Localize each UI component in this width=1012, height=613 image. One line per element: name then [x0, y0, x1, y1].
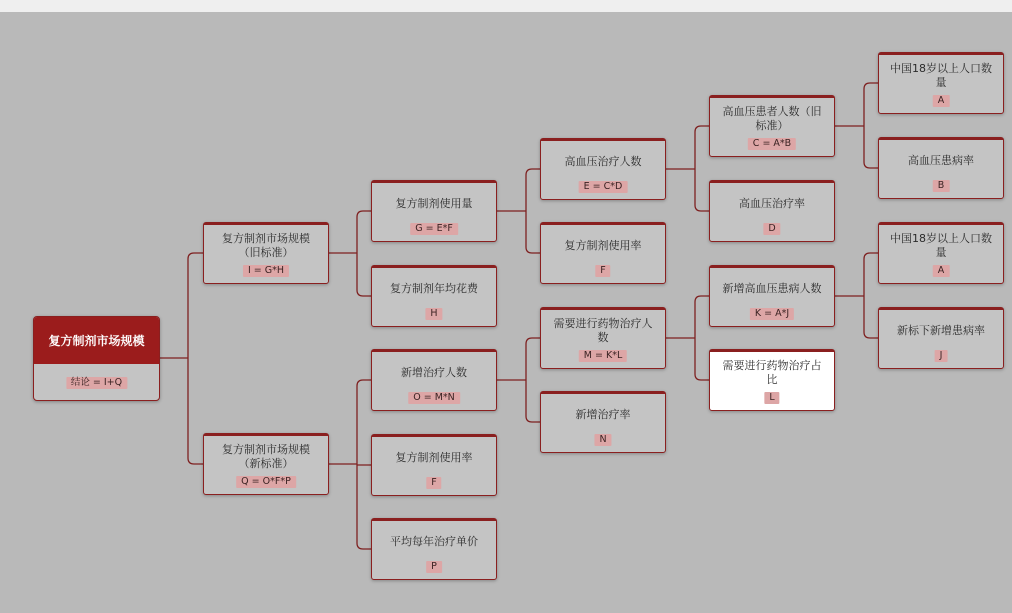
node-title: 复方制剂使用率	[564, 239, 642, 252]
node-title: 需要进行药物治疗人数	[553, 317, 653, 344]
formula-badge: M = K*L	[579, 350, 627, 362]
node-title: 复方制剂使用率	[395, 451, 473, 464]
node-title: 新增高血压患病人数	[722, 282, 822, 295]
node-title: 高血压患病率	[908, 154, 974, 167]
formula-badge: F	[426, 477, 441, 489]
node-new-standard-incidence-rate[interactable]	[878, 307, 1004, 369]
connector-root-to-market-nodes	[160, 253, 203, 464]
formula-badge: A	[933, 95, 950, 107]
node-title: 高血压患者人数（旧标准）	[722, 105, 822, 132]
node-title: 中国18岁以上人口数量	[890, 232, 992, 259]
connector-htn-treated-children	[666, 126, 709, 211]
node-title: 新增治疗人数	[401, 366, 467, 379]
node-hypertension-prevalence[interactable]	[878, 137, 1004, 199]
formula-badge: I = G*H	[243, 265, 289, 277]
node-new-treated-count[interactable]	[371, 349, 497, 411]
node-hypertension-treated-count[interactable]	[540, 138, 666, 200]
node-china-adult-population[interactable]	[878, 52, 1004, 114]
formula-badge: P	[426, 561, 442, 573]
node-hypertension-patients-old-standard[interactable]	[709, 95, 835, 157]
node-title: 复方制剂年均花费	[390, 282, 478, 295]
node-title: 复方制剂使用量	[395, 197, 473, 210]
formula-badge: H	[425, 308, 442, 320]
formula-badge: C = A*B	[748, 138, 796, 150]
formula-badge: L	[764, 392, 779, 404]
node-new-treatment-rate[interactable]	[540, 391, 666, 453]
node-title: 复方制剂市场规模（旧标准）	[222, 232, 310, 259]
connector-market-old-children	[329, 211, 371, 296]
formula-badge: D	[763, 223, 780, 235]
node-compound-usage-rate-old[interactable]	[540, 222, 666, 284]
node-china-adult-population-2[interactable]	[878, 222, 1004, 284]
node-compound-usage-volume[interactable]	[371, 180, 497, 242]
node-title: 新标下新增患病率	[897, 324, 985, 337]
connector-market-new-children	[329, 380, 371, 549]
connector-new-htn-patients-children	[835, 253, 878, 338]
formula-badge: F	[595, 265, 610, 277]
node-compound-annual-cost[interactable]	[371, 265, 497, 327]
root-footer	[34, 364, 159, 400]
node-new-hypertension-patients[interactable]	[709, 265, 835, 327]
root-title: 复方制剂市场规模	[34, 317, 159, 364]
connector-new-treated-children	[497, 338, 540, 422]
node-title: 高血压治疗率	[739, 197, 805, 210]
node-drug-treatment-needed-ratio[interactable]	[709, 349, 835, 411]
node-title: 高血压治疗人数	[564, 155, 642, 168]
node-average-annual-treatment-price[interactable]	[371, 518, 497, 580]
connector-usage-volume-children	[497, 169, 540, 253]
formula-badge: N	[594, 434, 611, 446]
formula-badge: K = A*J	[750, 308, 794, 320]
connector-need-drug-count-children	[666, 296, 709, 380]
formula-badge: O = M*N	[408, 392, 460, 404]
formula-badge: B	[933, 180, 950, 192]
node-hypertension-treatment-rate[interactable]	[709, 180, 835, 242]
root-node-compound-market-size[interactable]	[33, 316, 160, 401]
node-title: 需要进行药物治疗占比	[722, 359, 822, 386]
connector-htn-patients-children	[835, 83, 878, 168]
node-title: 新增治疗率	[575, 408, 631, 421]
formula-badge: J	[935, 350, 948, 362]
node-market-size-new-standard[interactable]	[203, 433, 329, 495]
formula-badge: G = E*F	[410, 223, 458, 235]
node-market-size-old-standard[interactable]	[203, 222, 329, 284]
node-title: 平均每年治疗单价	[390, 535, 478, 548]
formula-badge: E = C*D	[579, 181, 628, 193]
formula-badge: A	[933, 265, 950, 277]
formula-badge: Q = O*F*P	[236, 476, 296, 488]
node-title: 中国18岁以上人口数量	[890, 62, 992, 89]
node-title: 复方制剂市场规模（新标准）	[222, 443, 310, 470]
node-drug-treatment-needed-count[interactable]	[540, 307, 666, 369]
top-strip	[0, 0, 1012, 12]
node-compound-usage-rate-new[interactable]	[371, 434, 497, 496]
root-formula-label: 结论 = I+Q	[66, 377, 127, 389]
